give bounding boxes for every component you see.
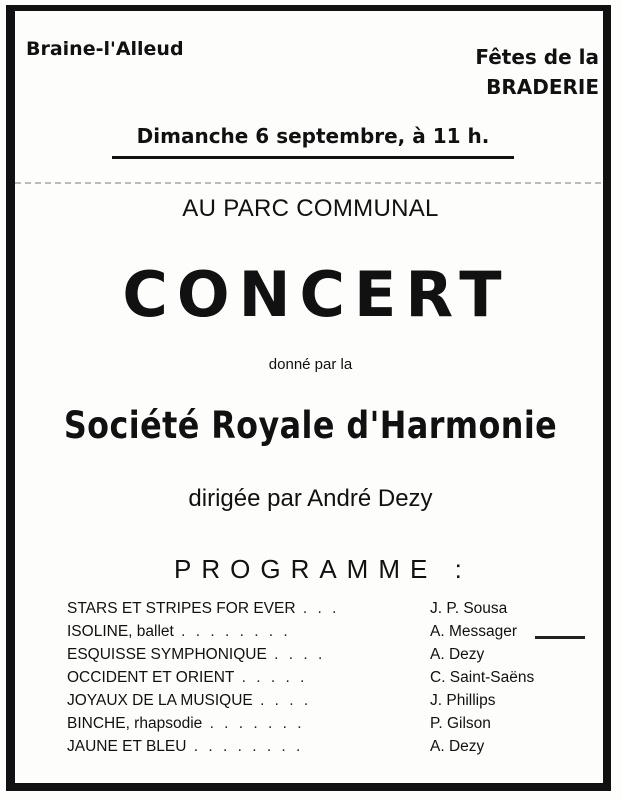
piece-title: ESQUISSE SYMPHONIQUE: [67, 646, 267, 663]
program-row: [67, 689, 567, 712]
composer-name: A. Dezy: [430, 738, 485, 755]
ensemble-name: Société Royale d'Harmonie: [63, 404, 558, 447]
festival-name: [475, 42, 599, 102]
festival-line-2: BRADERIE: [486, 75, 599, 99]
paper-fold: [15, 182, 605, 184]
piece-title: STARS ET STRIPES FOR EVER: [67, 600, 296, 617]
piece-title: ISOLINE, ballet: [67, 623, 174, 640]
composer-name: C. Saint-Saëns: [430, 669, 535, 686]
composer-name: A. Messager: [430, 623, 518, 640]
piece-title: OCCIDENT ET ORIENT: [67, 669, 235, 686]
event-date: Dimanche 6 septembre, à 11 h.: [112, 124, 514, 159]
venue: AU PARC COMMUNAL: [182, 195, 439, 222]
town-name: Braine-l'Alleud: [26, 38, 184, 60]
program-row: [67, 620, 567, 643]
composer-name: J. Phillips: [430, 692, 496, 709]
program-row: [67, 643, 567, 666]
poster-title: CONCERT: [122, 258, 511, 331]
leader-dots: . . . .: [252, 692, 312, 709]
program-list: [67, 597, 567, 758]
composer-name: P. Gilson: [430, 715, 491, 732]
conductor-line: dirigée par André Dezy: [188, 485, 433, 512]
program-row: [67, 712, 567, 735]
program-row: [67, 735, 567, 758]
leader-dots: . . .: [295, 600, 340, 617]
program-row: [67, 666, 567, 689]
piece-title: BINCHE, rhapsodie: [67, 715, 203, 732]
given-by-line: donné par la: [268, 356, 353, 373]
composer-name: A. Dezy: [430, 646, 485, 663]
piece-title: JOYAUX DE LA MUSIQUE: [67, 692, 253, 709]
leader-dots: . . . . . . .: [202, 715, 305, 732]
leader-dots: . . . . .: [234, 669, 308, 686]
program-title: PROGRAMME :: [174, 554, 472, 584]
leader-dots: . . . . . . . .: [186, 738, 304, 755]
leader-dots: . . . . . . . .: [173, 623, 291, 640]
composer-name: J. P. Sousa: [430, 600, 508, 617]
leader-dots: . . . .: [266, 646, 326, 663]
piece-title: JAUNE ET BLEU: [67, 738, 187, 755]
ink-mark: [535, 636, 585, 639]
festival-line-1: Fêtes de la: [475, 45, 599, 69]
program-row: [67, 597, 567, 620]
